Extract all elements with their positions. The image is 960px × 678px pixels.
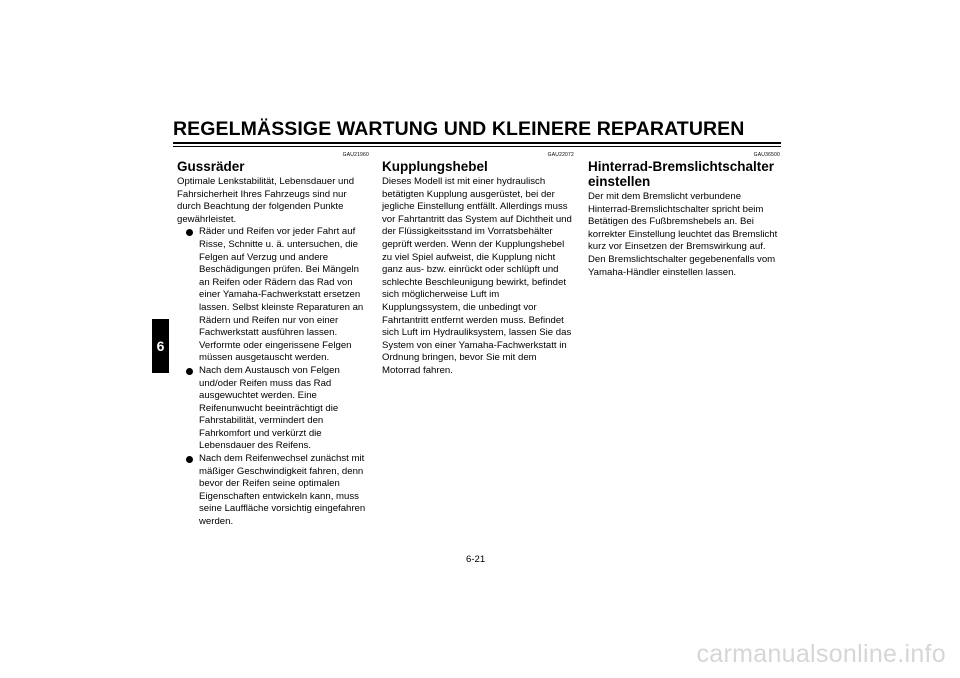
bullet-icon (186, 368, 193, 375)
section-code: GAU22072 (547, 152, 574, 158)
bullet-icon (186, 229, 193, 236)
chapter-tab: 6 (152, 319, 169, 373)
page-header (173, 118, 781, 147)
section-title: Gussräder (177, 159, 245, 174)
bullet-text: Nach dem Reifenwechsel zunächst mit mäßiger Geschwindigkeit fahren, denn bevor der Reifen seine optimalen Eigenschaften entwickeln kann, muss seine Lauffläche vorsichtig eingefahren werden. (199, 453, 366, 528)
watermark: carmanualsonline.info (696, 640, 946, 668)
bullet-text: Nach dem Austausch von Felgen und/oder Reifen muss das Rad ausgewuchtet werden. Eine Reifenunwucht beeinträchtigt die Fahrstabilität, vermindert den Fahrkomfort und verkürzt die Lebensdauer des Reifens. (199, 364, 340, 452)
section-body: Der mit dem Bremslicht verbundene Hinterrad-Bremslichtschalter spricht beim Betätigen des Fußbremshebels an. Bei korrekter Einstellung leuchtet das Bremslicht kurz vor Einsetzen der Bremswirkung auf. Den Bremslichtschalter gegebenenfalls vom Yamaha-Händler einstellen lassen. (588, 191, 778, 278)
section-bremslichtschalter (588, 152, 780, 279)
page-number: 6-21 (466, 554, 486, 565)
bullet-text: Räder und Reifen vor jeder Fahrt auf Risse, Schnitte u. ä. untersuchen, die Felgen auf Verzug und andere Beschädigungen prüfen. Bei Mängeln an Reifen oder Rädern das Rad von einer Yamaha-Fachwerkstatt ersetzen lassen. Selbst kleinste Reparaturen an Rädern und Reifen nur von einer Fachwerkstatt ausführen lassen. Verformte oder eingerissene Felgen müssen ausgetauscht werden. (199, 226, 364, 364)
section-title: Kupplungshebel (382, 159, 488, 174)
bullet-item (177, 226, 369, 365)
header-rule-thin (173, 146, 781, 147)
section-title: Hinterrad-Bremslichtschalter einstellen (588, 159, 775, 189)
section-intro: Optimale Lenkstabilität, Lebensdauer und Fahrsicherheit Ihres Fahrzeugs sind nur durch Beachtung der folgenden Punkte gewährleistet. (177, 176, 355, 225)
bullet-icon (186, 456, 193, 463)
section-code: GAU36500 (753, 152, 780, 158)
section-gussraeder (177, 152, 369, 529)
page-title: REGELMÄSSIGE WARTUNG UND KLEINERE REPARATUREN (173, 118, 745, 140)
section-body: Dieses Modell ist mit einer hydraulisch betätigten Kupplung ausgerüstet, bei der jegliche Einstellung entfällt. Allerdings muss vor Fahrtantritt das System auf Dichtheit und der Flüssigkeitsstand im Vorratsbehälter geprüft werden. Wenn der Kupplungshebel zu viel Spiel aufweist, die Kupplung nicht ganz aus- bzw. einrückt oder schlüpft und schlechte Beschleunigung bewirkt, befindet sich möglicherweise Luft im Kupplungssystem, die unbedingt vor Fahrtantritt entfernt werden muss. Befindet sich Luft im Hydrauliksystem, lassen Sie das System von einer Yamaha-Fachwerkstatt in Ordnung bringen, bevor Sie mit dem Motorrad fahren. (382, 176, 572, 376)
header-rule-thick (173, 142, 781, 144)
bullet-item (177, 453, 369, 529)
section-kupplungshebel (382, 152, 574, 378)
section-code: GAU21960 (342, 152, 369, 158)
bullet-list (177, 226, 369, 528)
bullet-item (177, 365, 369, 453)
